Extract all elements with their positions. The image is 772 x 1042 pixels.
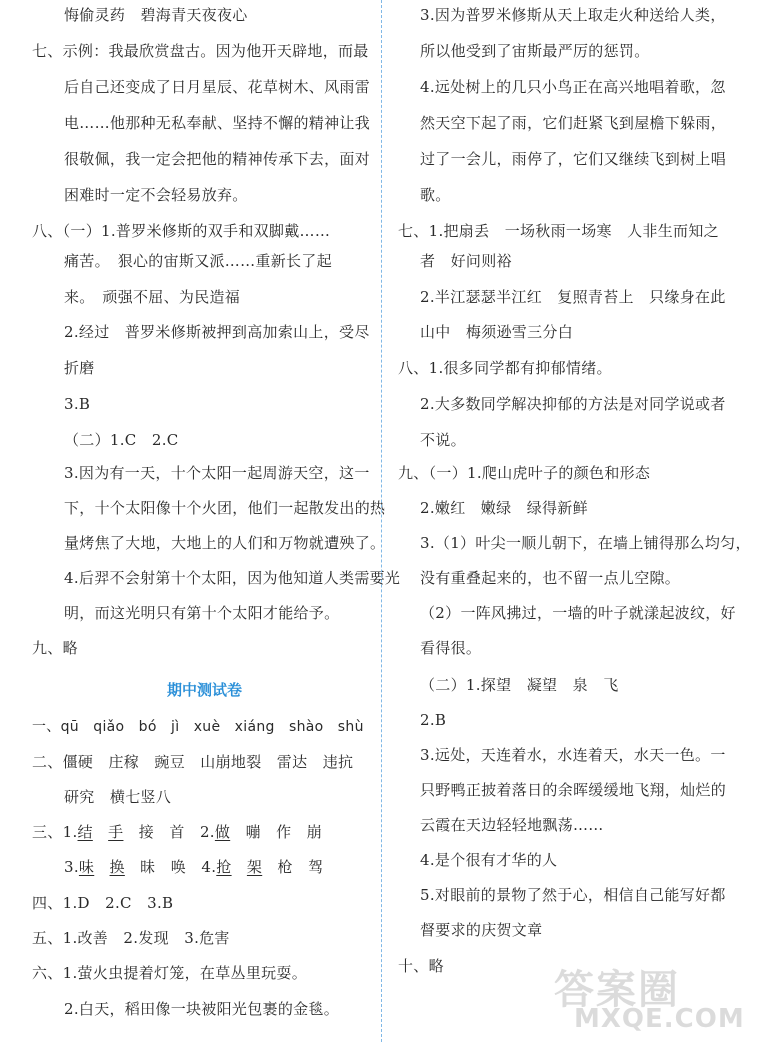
answer-6-1: 六、1.萤火虫提着灯笼，在草丛里玩耍。 [32, 964, 308, 982]
underlined-char: 手 [108, 823, 124, 841]
answer-r-9-part2-1: （二）1.探望 凝望 泉 飞 [420, 676, 619, 694]
answer-4: 四、1.D 2.C 3.B [32, 894, 174, 912]
spacer [232, 858, 247, 876]
answer-r-9-part2-3-line2: 只野鸭正披着落日的余晖缓缓地飞翔，灿烂的 [420, 781, 727, 799]
answer-r-3-line2: 所以他受到了宙斯最严厉的惩罚。 [420, 42, 650, 60]
answer-8-part2-4: 4.后羿不会射第十个太阳，因为他知道人类需要光 [64, 569, 401, 587]
answer-7-line4: 很敬佩，我一定会把他的精神传承下去，面对 [64, 150, 371, 168]
answer-r-9-part2-3: 3.远处，天连着水，水连着天，水天一色。一 [420, 746, 726, 764]
answer-8-1: 八、（一）1.普罗米修斯的双手和双脚戴…… [32, 222, 331, 240]
answer-r-9-3-2: （2）一阵风拂过，一墙的叶子就漾起波纹，好 [420, 604, 736, 622]
answer-3-line2 [64, 857, 323, 877]
answer-r-9-1: 九、（一）1.爬山虎叶子的颜色和形态 [398, 464, 651, 482]
answer-r-4-line2: 然天空下起了雨，它们赶紧飞到屋檐下躲雨， [420, 114, 727, 132]
answer-r-7-1-line2: 者 好问则裕 [420, 252, 512, 270]
answer-1-pinyin: 一、qū qiǎo bó jì xuè xiáng shào shù [32, 719, 364, 735]
answer-6-2: 2.白天，稻田像一块被阳光包裹的金毯。 [64, 1000, 340, 1018]
answer-3-prefix: 三、1. [32, 823, 78, 841]
answer-7-line3: 电……他那种无私奉献、坚持不懈的精神让我 [64, 114, 371, 132]
answer-8-3: 3.B [64, 395, 91, 413]
answer-5: 五、1.改善 2.发现 3.危害 [32, 929, 230, 947]
answer-r-8-2: 2.大多数同学解决抑郁的方法是对同学说或者 [420, 395, 726, 413]
answer-7-line5: 困难时一定不会轻易放弃。 [64, 186, 248, 204]
answer-8-1-line3: 来。 顽强不屈、为民造福 [64, 288, 241, 306]
answer-8-part2-3-line3: 量烤焦了大地，大地上的人们和万物就遭殃了。 [64, 534, 386, 552]
answer-r-4-line4: 歌。 [420, 186, 451, 204]
answer-r-9-part2-5: 5.对眼前的景物了然于心，相信自己能写好都 [420, 886, 726, 904]
answer-2-words-line2: 研究 横七竖八 [64, 788, 172, 806]
answer-r-10: 十、略 [398, 957, 444, 975]
watermark-url: MXQE.COM [574, 1004, 745, 1034]
underlined-char: 抢 [216, 858, 232, 876]
underlined-char: 做 [214, 823, 231, 841]
answer-r-7-2: 2.半江瑟瑟半江红 复照青苔上 只缘身在此 [420, 288, 726, 306]
spacer [93, 823, 108, 841]
answer-8-2: 2.经过 普罗米修斯被押到高加索山上，受尽 [64, 323, 370, 341]
answer-r-7-2-line2: 山中 梅须逊雪三分白 [420, 323, 574, 341]
answer-r-8-2-line2: 不说。 [420, 431, 466, 449]
answer-7-example: 七、示例：我最欣赏盘古。因为他开天辟地，而最 [32, 42, 369, 60]
underlined-char: 味 [78, 858, 95, 876]
answer-r-9-3-line2: 没有重叠起来的，也不留一点儿空隙。 [420, 569, 681, 587]
answer-r-8-1: 八、1.很多同学都有抑郁情绪。 [398, 359, 612, 377]
answer-r-9-3: 3.（1）叶尖一顺儿朝下，在墙上铺得那么均匀， [420, 534, 751, 552]
underlined-char: 换 [109, 858, 125, 876]
answer-r-9-2: 2.嫩红 嫩绿 绿得新鲜 [420, 499, 588, 517]
answer-2-words: 二、僵硬 庄稼 豌豆 山崩地裂 雷达 违抗 [32, 753, 354, 771]
answer-7-line2: 后自己还变成了日月星辰、花草树木、风雨雷 [64, 78, 371, 96]
answer-3-text: 枪 驾 [262, 858, 324, 876]
underlined-char: 架 [246, 858, 263, 876]
answer-3-text: 嘣 作 崩 [230, 823, 322, 841]
answer-r-9-part2-5-line2: 督要求的庆贺文章 [420, 921, 543, 939]
answer-3-text: 接 首 2. [123, 823, 215, 841]
answer-r-4: 4.远处树上的几只小鸟正在高兴地唱着歌，忽 [420, 78, 726, 96]
underlined-char: 结 [77, 823, 93, 841]
answer-8-part2-4-line2: 明，而这光明只有第十个太阳才能给予。 [64, 604, 340, 622]
answer-9: 九、略 [32, 639, 78, 657]
answer-8-part2: （二）1.C 2.C [64, 431, 179, 449]
watermark-logo: 答案圈 [554, 967, 680, 1013]
answer-r-9-part2-3-line3: 云霞在天边轻轻地飘荡…… [420, 816, 604, 834]
watermark [554, 958, 764, 1038]
answer-3-text: 昧 唤 4. [124, 858, 217, 876]
answer-r-9-part2-2: 2.B [420, 711, 447, 729]
poem-line: 悔偷灵药 碧海青天夜夜心 [64, 6, 248, 24]
answer-r-4-line3: 过了一会儿，雨停了，它们又继续飞到树上唱 [420, 150, 727, 168]
answer-r-3: 3.因为普罗米修斯从天上取走火种送给人类， [420, 6, 726, 24]
section-heading: 期中测试卷 [166, 681, 242, 699]
answer-8-1-line2: 痛苦。 狠心的宙斯又派……重新长了起 [64, 252, 332, 270]
answer-r-7-1: 七、1.把扇丢 一场秋雨一场寒 人非生而知之 [398, 222, 719, 240]
answer-3-line1 [32, 822, 322, 842]
answer-r-9-3-2-line2: 看得很。 [420, 639, 482, 657]
column-divider [381, 0, 382, 1042]
answer-8-2-line2: 折磨 [64, 359, 95, 377]
answer-r-9-part2-4: 4.是个很有才华的人 [420, 851, 558, 869]
answer-8-part2-3: 3.因为有一天，十个太阳一起周游天空，这一 [64, 464, 370, 482]
answer-3-prefix: 3. [64, 858, 79, 876]
answer-8-part2-3-line2: 下，十个太阳像十个火团，他们一起散发出的热 [64, 499, 386, 517]
spacer [94, 858, 109, 876]
